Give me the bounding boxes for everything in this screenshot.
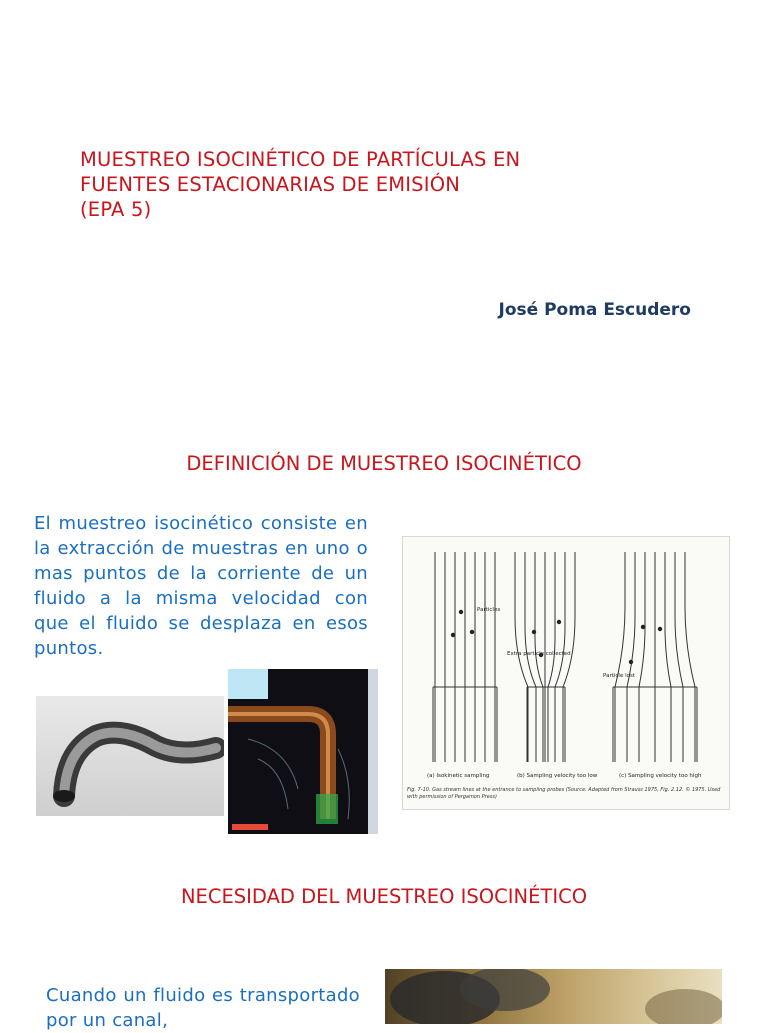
bent-probe-photo	[36, 696, 224, 816]
section-heading-definicion: DEFINICIÓN DE MUESTREO ISOCINÉTICO	[186, 452, 582, 475]
label-particle-lost: Particle lost	[603, 673, 635, 679]
title-line-3: (EPA 5)	[80, 198, 152, 221]
smoke-emission-photo	[385, 969, 722, 1024]
author-name: José Poma Escudero	[498, 300, 691, 320]
figure-caption: Fig. 7-10. Gas stream lines at the entrance to sampling probes (Source: Adapted from Strauss 1975, Fig. 2.12. © 1975. Used with permission of Pergamon Press)	[407, 787, 721, 800]
section-heading-necesidad: NECESIDAD DEL MUESTREO ISOCINÉTICO	[180, 885, 588, 908]
title-line-1: MUESTREO ISOCINÉTICO DE PARTÍCULAS EN	[80, 148, 521, 171]
necesidad-paragraph: Cuando un fluido es transportado por un canal,	[46, 985, 360, 1031]
caption-c: (c) Sampling velocity too high	[619, 773, 702, 779]
probe-flow-simulation	[228, 669, 378, 834]
definition-paragraph: El muestreo isocinético consiste en la extracción de muestras en uno o mas puntos de la corriente de un fluido a la misma velocidad con que el fluido se desplaza en esos puntos.	[34, 513, 368, 659]
label-extra-particle: Extra particle collected	[507, 651, 571, 657]
caption-a: (a) Isokinetic sampling	[427, 773, 490, 779]
streamline-diagram	[403, 537, 729, 809]
title-line-2: FUENTES ESTACIONARIAS DE EMISIÓN	[80, 173, 461, 196]
document-title	[80, 147, 520, 222]
caption-b: (b) Sampling velocity too low	[517, 773, 598, 779]
streamline-figure	[402, 536, 730, 810]
label-particles: Particles	[477, 607, 501, 613]
